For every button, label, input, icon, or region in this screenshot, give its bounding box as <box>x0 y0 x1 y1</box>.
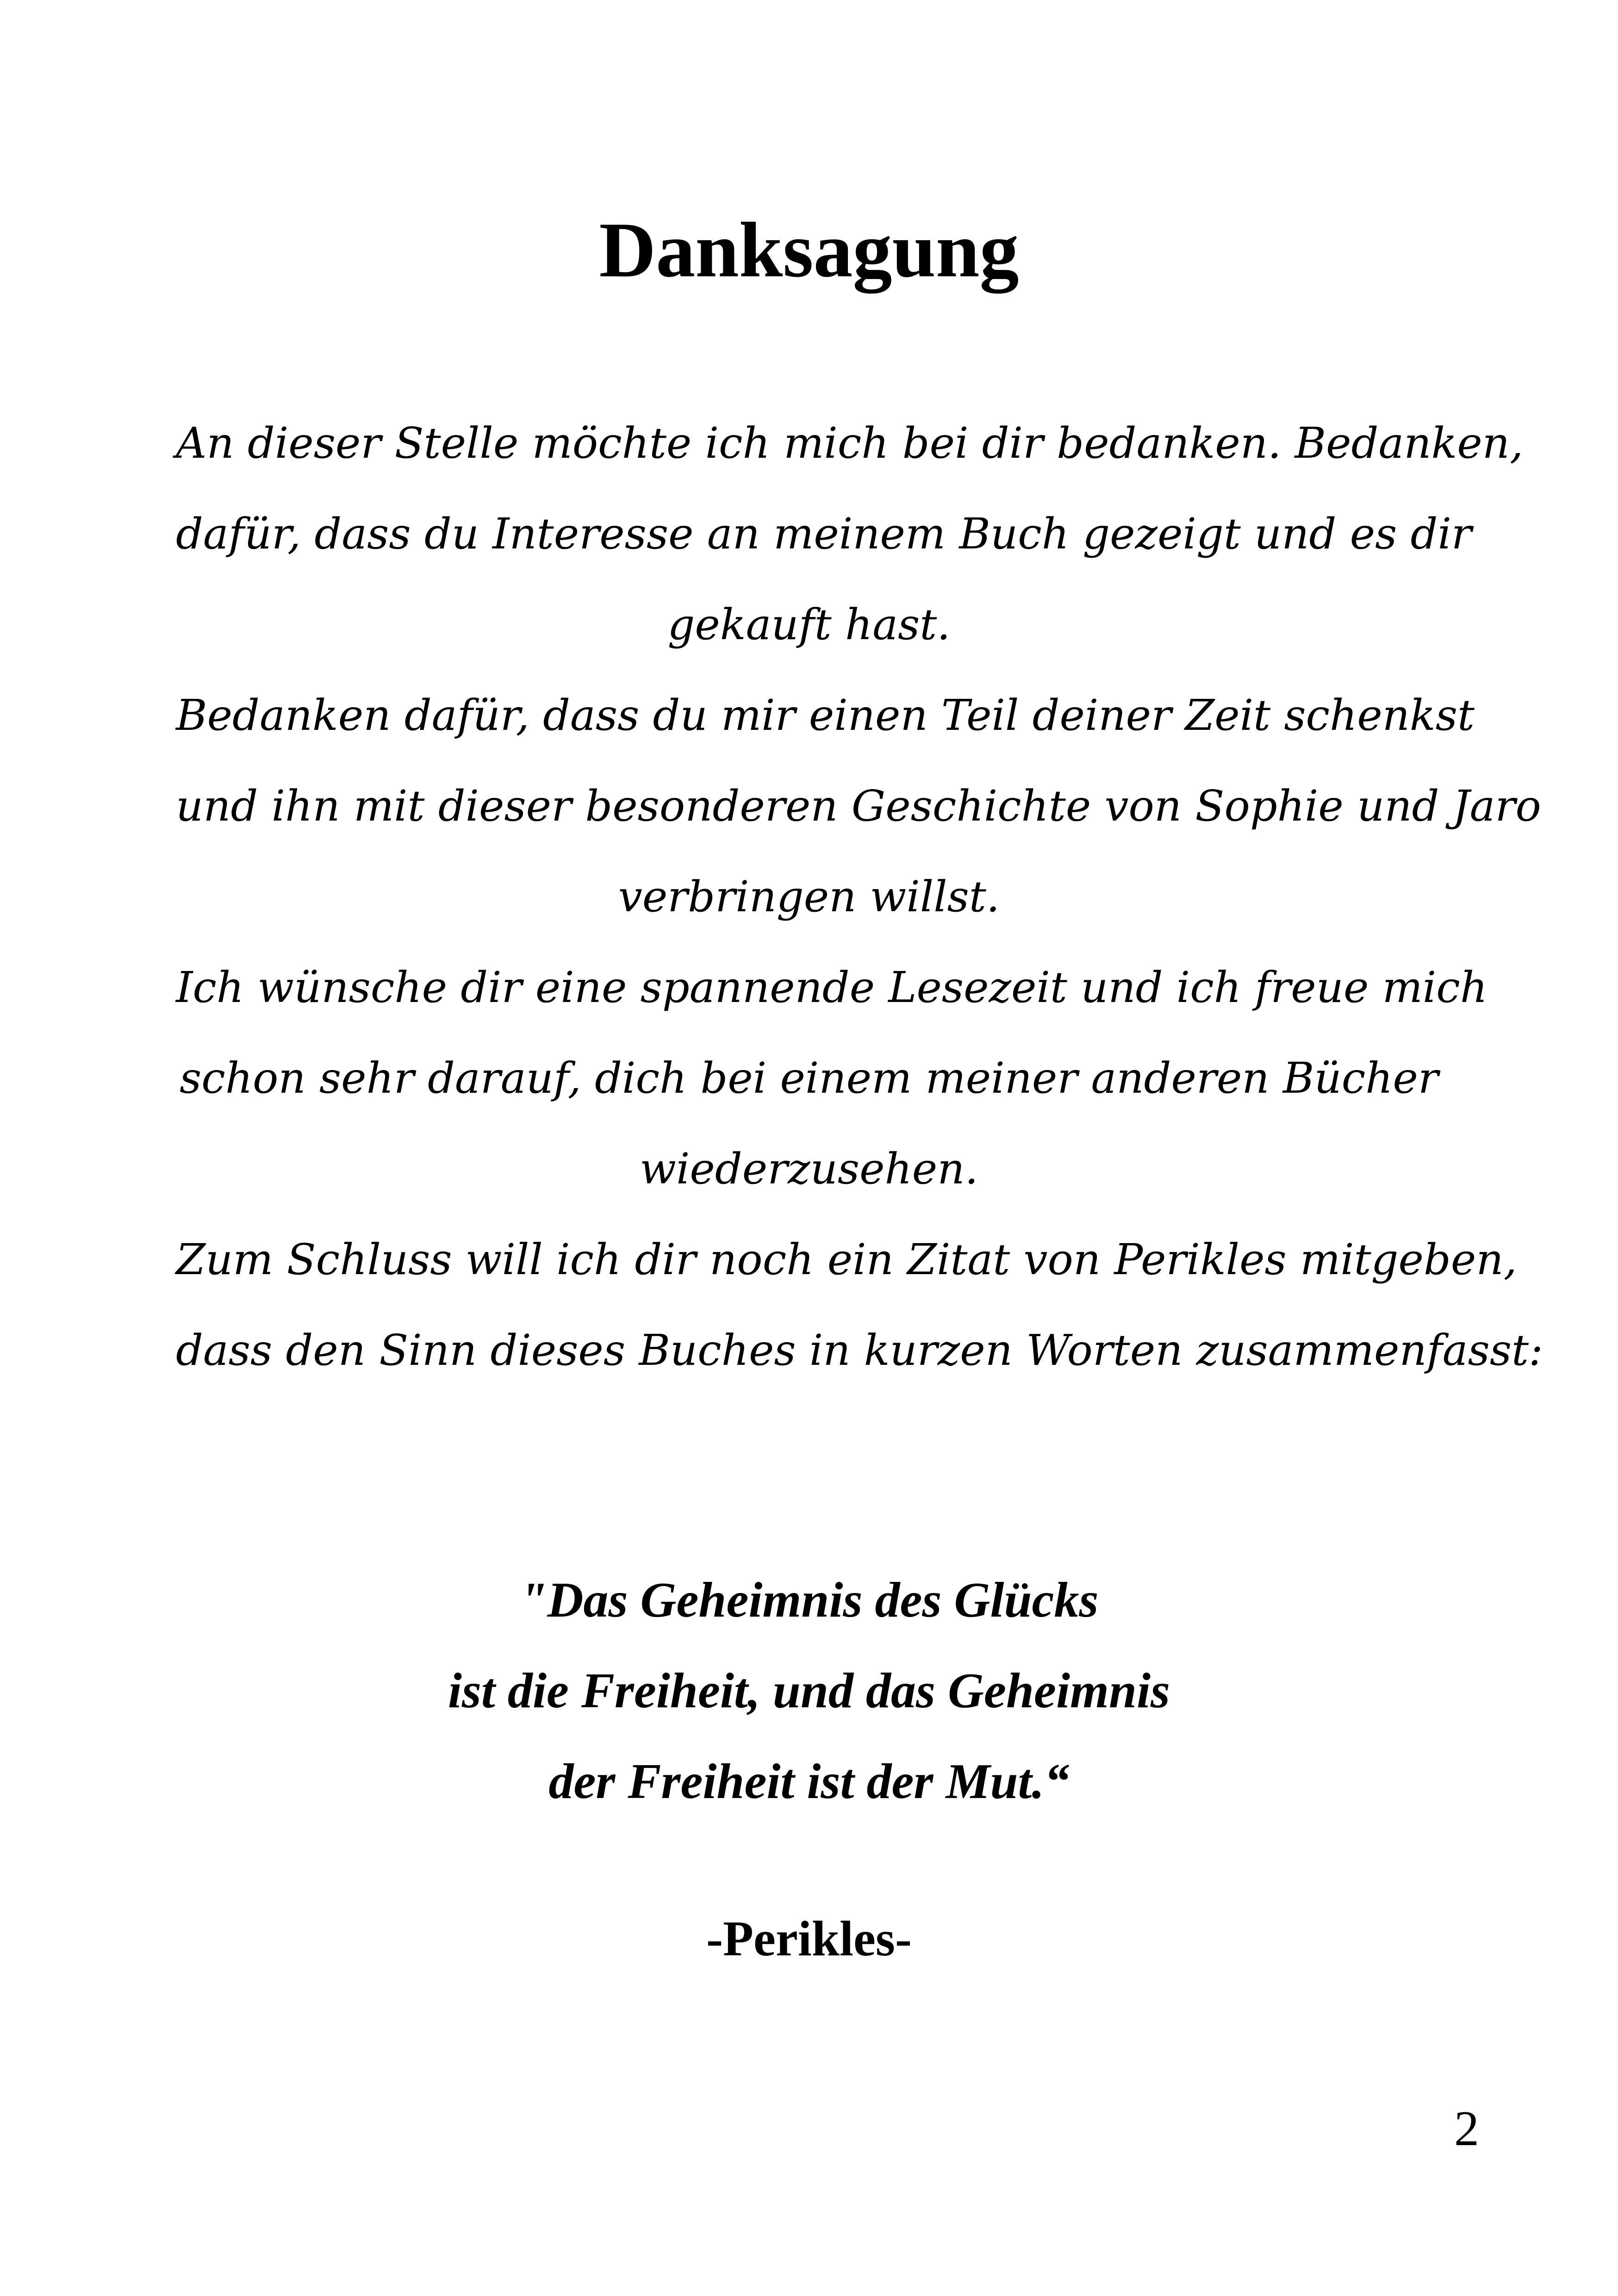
paragraph-2 <box>176 670 1541 942</box>
text-line: An dieser Stelle möchte ich mich bei dir bedanken. Bedanken, <box>176 418 1524 468</box>
quote-line: ist die Freiheit, und das Geheimnis <box>448 1663 1170 1718</box>
text-line: Bedanken dafür, dass du mir einen Teil deiner Zeit schenkst <box>176 691 1475 740</box>
text-line: wiederzusehen. <box>640 1144 978 1194</box>
page-title: Danksagung <box>599 206 1019 293</box>
quote-block <box>0 1555 1618 1827</box>
text-line: dafür, dass du Interesse an meinem Buch gezeigt und es dir <box>176 509 1472 559</box>
text-line: dass den Sinn dieses Buches in kurzen Worten zusammenfasst: <box>176 1325 1543 1375</box>
quote-line: "Das Geheimnis des Glücks <box>519 1573 1099 1628</box>
acknowledgement-text <box>176 398 1543 1396</box>
paragraph-3 <box>176 942 1488 1214</box>
page-number: 2 <box>1454 2101 1479 2156</box>
text-line: schon sehr darauf, dich bei einem meiner anderen Bücher <box>180 1053 1438 1103</box>
text-line: verbringen willst. <box>618 872 1000 921</box>
paragraph-1 <box>176 398 1524 670</box>
text-line: gekauft hast. <box>667 600 951 649</box>
text-line: Ich wünsche dir eine spannende Lesezeit und ich freue mich <box>176 963 1488 1012</box>
paragraph-4 <box>176 1214 1543 1396</box>
quote-author: -Perikles- <box>706 1911 912 1966</box>
text-line: Zum Schluss will ich dir noch ein Zitat von Perikles mitgeben, <box>176 1235 1517 1284</box>
quote-line: der Freiheit ist der Mut.“ <box>548 1754 1070 1809</box>
text-line: und ihn mit dieser besonderen Geschichte von Sophie und Jaro <box>176 781 1541 831</box>
